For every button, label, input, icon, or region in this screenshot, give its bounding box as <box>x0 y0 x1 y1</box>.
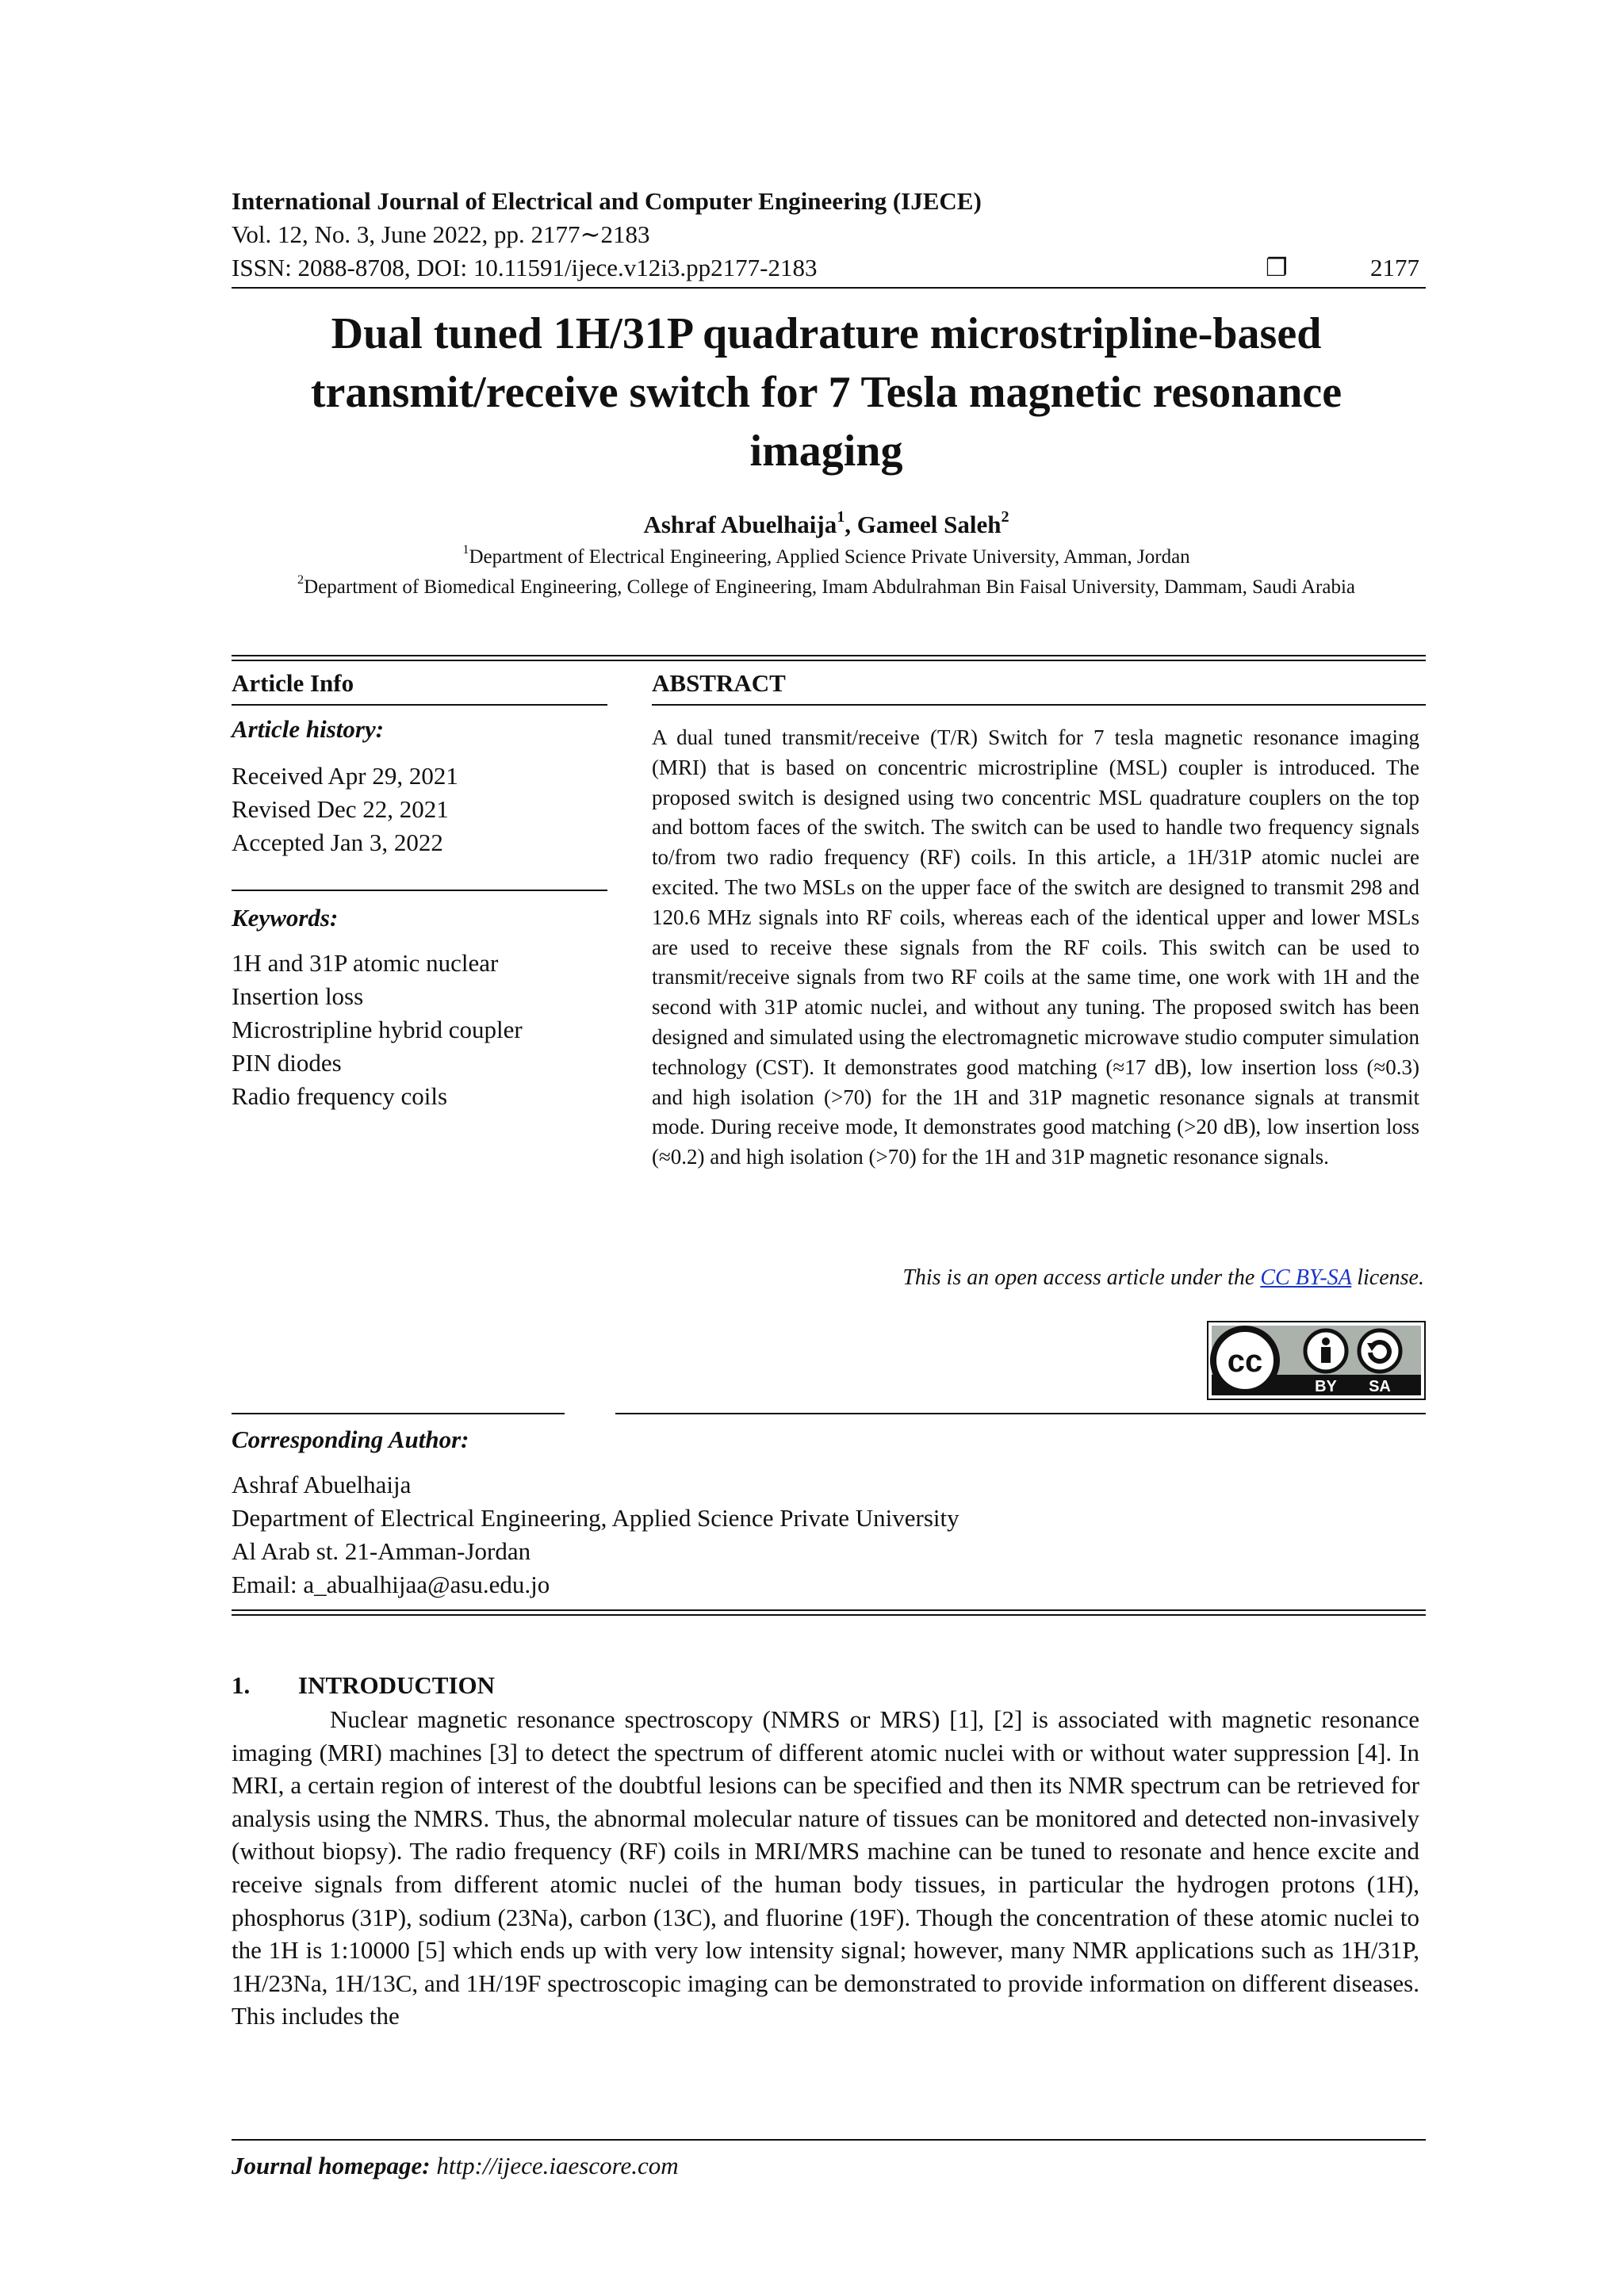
keywords-heading: Keywords: <box>232 904 339 932</box>
corresponding-heading: Corresponding Author: <box>232 1425 469 1453</box>
abstract-text: A dual tuned transmit/receive (T/R) Switch for 7 tesla magnetic resonance imaging (MRI) that is based on concentric microstripline (MSL) coupler is introduced. The proposed switch is designed using two concentric MSL quadrature couplers on the top and bottom faces of the switch. The switch can be used to handle two frequency signals to/from two radio frequency (RF) coils. In this article, a 1H/31P atomic nuclei are excited. The two MSLs on the upper face of the switch are designed to transmit 298 and 120.6 MHz signals into RF coils, whereas each of the identical upper and lower MSLs are used to receive these signals from the RF coils. This switch can be used to transmit/receive signals from two RF coils at the same time, one work with 1H and the second with 31P atomic nuclei, and without any tuning. The proposed switch has been designed and simulated using the electromagnetic microwave studio computer simulation technology (CST). It demonstrates good matching (≈17 dB), low insertion loss (≈0.3) and high isolation (>70) for the 1H and 31P magnetic resonance signals at transmit mode. During receive mode, It demonstrates good matching (>20 dB), low insertion loss (≈0.2) and high isolation (>70) for the 1H and 31P magnetic resonance signals. <box>652 725 1419 1169</box>
corr-left-rule <box>232 1413 565 1414</box>
introduction-text: Nuclear magnetic resonance spectroscopy (NMRS or MRS) [1], [2] is associated with magnetic resonance imaging (MRI) machines [3] to detect the spectrum of different atomic nuclei with or without water suppression [4]. In MRI, a certain region of interest of the doubtful lesions can be specified and then its NMR spectrum can be retrieved for analysis using the NMRS. Thus, the abnormal molecular nature of tissues can be monitored and detected non-invasively (without biopsy). The radio frequency (RF) coils in MRI/MRS machine can be tuned to resonate and hence excite and receive signals from different atomic nuclei of the human body tissues, in particular the hydrogen protons (1H), phosphorus (31P), sodium (23Na), carbon (13C), and fluorine (19F). Though the concentration of these atomic nuclei to the 1H is 1:10000 [5] which ends up with very low intensity signal; however, many NMR applications such as 1H/31P, 1H/23Na, 1H/13C, and 1H/19F spectroscopic imaging can be demonstrated to provide information on different diseases. This includes the <box>232 1705 1419 2030</box>
accepted-date: Accepted Jan 3, 2022 <box>232 828 443 856</box>
homepage-url[interactable]: http://ijece.iaescore.com <box>436 2152 679 2179</box>
keyword-item: Insertion loss <box>232 982 364 1010</box>
corresponding-dept: Department of Electrical Engineering, Applied Science Private University <box>232 1504 959 1532</box>
info-bottom-rule-2 <box>232 1614 1426 1616</box>
introduction-paragraph <box>232 1703 1419 2033</box>
box-icon: ❐ <box>1266 254 1288 281</box>
introduction-heading <box>232 1670 495 1701</box>
affiliation-1-sup: 1 <box>462 542 469 557</box>
affiliation-1-text: Department of Electrical Engineering, Applied Science Private University, Amman, Jordan <box>469 546 1190 568</box>
corresponding-address: Al Arab st. 21-Amman-Jordan <box>232 1537 531 1565</box>
corr-right-rule <box>615 1413 1426 1414</box>
volume-line: Vol. 12, No. 3, June 2022, pp. 2177∼2183 <box>232 220 650 248</box>
affiliation-2 <box>232 574 1421 601</box>
homepage-label: Journal homepage: <box>232 2152 431 2179</box>
received-date: Received Apr 29, 2021 <box>232 762 458 790</box>
license-suffix: license. <box>1351 1265 1424 1290</box>
cc-by-sa-badge-icon[interactable] <box>1207 1321 1426 1400</box>
abstract-rule <box>652 704 1426 706</box>
info-top-rule-2 <box>232 660 1426 661</box>
affiliation-2-text: Department of Biomedical Engineering, College of Engineering, Imam Abdulrahman Bin Faisal University, Dammam, Saudi Arabia <box>304 576 1355 598</box>
paper-title: Dual tuned 1H/31P quadrature microstripline-based transmit/receive switch for 7 Tesla magnetic resonance imaging <box>310 309 1342 476</box>
revised-date: Revised Dec 22, 2021 <box>232 795 449 823</box>
license-line <box>652 1262 1424 1294</box>
section-number: 1. <box>232 1671 251 1699</box>
article-info-heading: Article Info <box>232 669 354 697</box>
author-2: Gameel Saleh <box>856 511 1002 538</box>
info-top-rule-1 <box>232 655 1426 656</box>
article-history-heading: Article history: <box>232 715 385 743</box>
keywords-rule <box>232 890 607 891</box>
sa-badge-text: SA <box>1369 1378 1391 1395</box>
keyword-item: 1H and 31P atomic nuclear <box>232 949 499 977</box>
cc-badge-text: cc <box>1227 1344 1263 1379</box>
keyword-item: Microstripline hybrid coupler <box>232 1016 523 1043</box>
affiliation-2-sup: 2 <box>297 572 304 587</box>
abstract-heading: ABSTRACT <box>652 669 786 697</box>
author-line <box>232 509 1421 541</box>
info-bottom-rule-1 <box>232 1609 1426 1611</box>
author-sep: , <box>845 511 857 538</box>
article-info-rule <box>232 704 607 706</box>
author-1: Ashraf Abuelhaija <box>643 511 837 538</box>
header-rule <box>232 287 1426 289</box>
footer-rule <box>232 2139 1426 2141</box>
keyword-item: PIN diodes <box>232 1049 342 1077</box>
keyword-item: Radio frequency coils <box>232 1082 448 1110</box>
journal-homepage <box>232 2150 679 2182</box>
cc-by-sa-link[interactable]: CC BY-SA <box>1260 1265 1352 1290</box>
page-number: 2177 <box>1370 254 1419 281</box>
issn-line: ISSN: 2088-8708, DOI: 10.11591/ijece.v12i3.pp2177-2183 <box>232 254 818 281</box>
corresponding-email: Email: a_abualhijaa@asu.edu.jo <box>232 1571 550 1598</box>
affiliation-1 <box>232 544 1421 571</box>
by-badge-text: BY <box>1315 1378 1337 1395</box>
author-2-sup: 2 <box>1001 507 1009 526</box>
corresponding-name: Ashraf Abuelhaija <box>232 1471 412 1498</box>
author-1-sup: 1 <box>837 507 845 526</box>
section-title: INTRODUCTION <box>298 1671 496 1699</box>
license-prefix: This is an open access article under the <box>902 1265 1261 1290</box>
journal-name: International Journal of Electrical and Computer Engineering (IJECE) <box>232 187 982 215</box>
